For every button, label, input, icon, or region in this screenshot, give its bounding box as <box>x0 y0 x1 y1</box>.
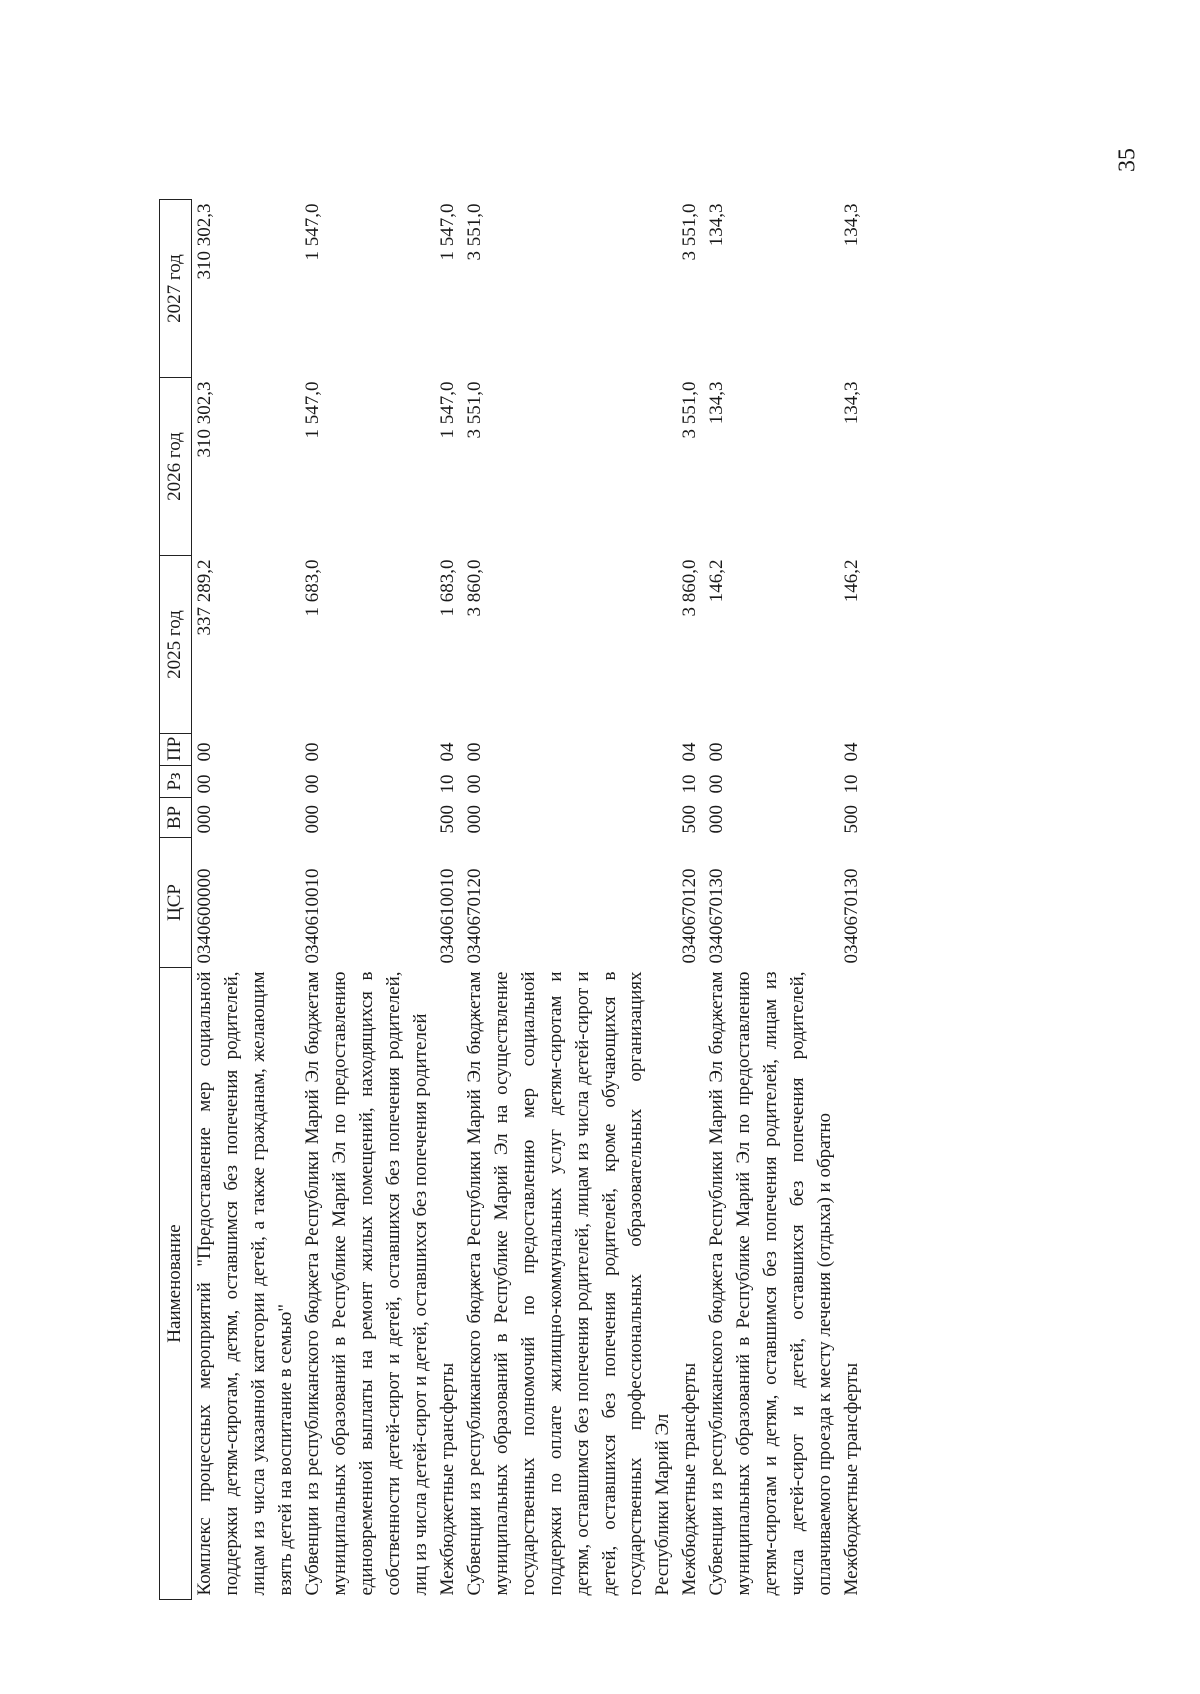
row-vr: 000 <box>706 805 728 834</box>
row-name: Межбюджетные трансферты <box>841 1362 863 1596</box>
table-header <box>160 200 192 1600</box>
row-pr: 04 <box>436 742 458 762</box>
table-row <box>839 200 866 1600</box>
header-pr: ПР <box>160 734 192 766</box>
row-2025: 3 860,0 <box>463 559 485 617</box>
header-csr: ЦСР <box>160 838 192 968</box>
row-2026: 3 551,0 <box>679 381 701 439</box>
row-vr: 000 <box>463 805 485 834</box>
row-pr: 00 <box>193 742 215 762</box>
row-vr: 500 <box>679 805 701 834</box>
row-rz: 10 <box>436 774 458 794</box>
table-row <box>677 200 704 1600</box>
row-name: Комплекс процессных мероприятий "Предоставление мер социальной поддержки детям-сиротам, детям, оставшимся без попечения родителей, лицам из числа указанной категории детей, а также гражданам, желающим взять детей на воспитание в семью" <box>193 971 296 1596</box>
row-csr: 0340670120 <box>679 868 701 964</box>
header-row <box>160 200 192 1600</box>
page-number: 35 <box>1114 148 1141 172</box>
row-vr: 500 <box>841 805 863 834</box>
header-2027: 2027 год <box>160 200 192 378</box>
row-csr: 0340670130 <box>841 868 863 964</box>
table-row <box>704 200 839 1600</box>
row-2025: 3 860,0 <box>679 559 701 617</box>
row-2025: 146,2 <box>706 559 728 603</box>
header-2026: 2026 год <box>160 378 192 556</box>
row-name: Межбюджетные трансферты <box>436 1362 458 1596</box>
row-csr: 0340610010 <box>301 868 323 964</box>
row-csr: 0340670120 <box>463 868 485 964</box>
header-vr: ВР <box>160 798 192 838</box>
row-rz: 10 <box>679 774 701 794</box>
row-pr: 00 <box>301 742 323 762</box>
row-2025: 146,2 <box>841 559 863 603</box>
header-rz: Рз <box>160 766 192 798</box>
row-vr: 000 <box>301 805 323 834</box>
row-pr: 00 <box>463 742 485 762</box>
row-2026: 134,3 <box>706 381 728 425</box>
row-pr: 00 <box>706 742 728 762</box>
row-pr: 04 <box>679 742 701 762</box>
row-2027: 3 551,0 <box>463 203 485 261</box>
table-body <box>191 200 866 1600</box>
row-2027: 134,3 <box>706 203 728 247</box>
row-csr: 0340600000 <box>193 868 215 964</box>
budget-table <box>159 199 866 1600</box>
row-2027: 3 551,0 <box>679 203 701 261</box>
row-2027: 310 302,3 <box>193 203 215 280</box>
table-row <box>300 200 435 1600</box>
row-name: Субвенции из республиканского бюджета Республики Марий Эл бюджетам муниципальных образований в Республике Марий Эл по предоставлению единовременной выплаты на ремонт жилых помещений, находящихся в собственности детей-сирот и детей, оставшихся без попечения родителей, лиц из числа детей-сирот и детей, оставшихся без попечения родителей <box>301 971 431 1596</box>
row-2026: 310 302,3 <box>193 381 215 458</box>
row-2025: 337 289,2 <box>193 559 215 636</box>
header-name: Наименование <box>160 968 192 1600</box>
row-name: Субвенции из республиканского бюджета Республики Марий Эл бюджетам муниципальных образований в Республике Марий Эл по предоставлению детям-сиротам и детям, оставшимся без попечения родителей, лицам из числа детей-сирот и детей, оставшихся без попечения родителей, оплачиваемого проезда к месту лечения (отдыха) и обратно <box>706 971 836 1596</box>
row-2025: 1 683,0 <box>301 559 323 617</box>
row-name: Межбюджетные трансферты <box>679 1362 701 1596</box>
row-rz: 00 <box>301 774 323 794</box>
row-rz: 10 <box>841 774 863 794</box>
row-2026: 1 547,0 <box>301 381 323 439</box>
row-2025: 1 683,0 <box>436 559 458 617</box>
row-csr: 0340670130 <box>706 868 728 964</box>
row-pr: 04 <box>841 742 863 762</box>
row-2026: 3 551,0 <box>463 381 485 439</box>
table-row <box>191 200 299 1600</box>
header-2025: 2025 год <box>160 556 192 734</box>
row-2027: 1 547,0 <box>436 203 458 261</box>
row-2026: 134,3 <box>841 381 863 425</box>
row-rz: 00 <box>706 774 728 794</box>
rotated-page-content <box>159 200 1200 1600</box>
table-row <box>435 200 462 1600</box>
table-row <box>462 200 678 1600</box>
row-2027: 1 547,0 <box>301 203 323 261</box>
row-vr: 000 <box>193 805 215 834</box>
row-rz: 00 <box>193 774 215 794</box>
row-2027: 134,3 <box>841 203 863 247</box>
row-2026: 1 547,0 <box>436 381 458 439</box>
row-rz: 00 <box>463 774 485 794</box>
row-csr: 0340610010 <box>436 868 458 964</box>
row-vr: 500 <box>436 805 458 834</box>
row-name: Субвенции из республиканского бюджета Республики Марий Эл бюджетам муниципальных образований в Республике Марий Эл на осуществление государственных полномочий по предоставлению мер социальной поддержки по оплате жилищно-коммунальных услуг детям-сиротам и детям, оставшимся без попечения родителей, лицам из числа детей-сирот и детей, оставшихся без попечения родителей, кроме обучающихся в государственных профессиональных образовательных организациях Республики Марий Эл <box>463 971 674 1596</box>
